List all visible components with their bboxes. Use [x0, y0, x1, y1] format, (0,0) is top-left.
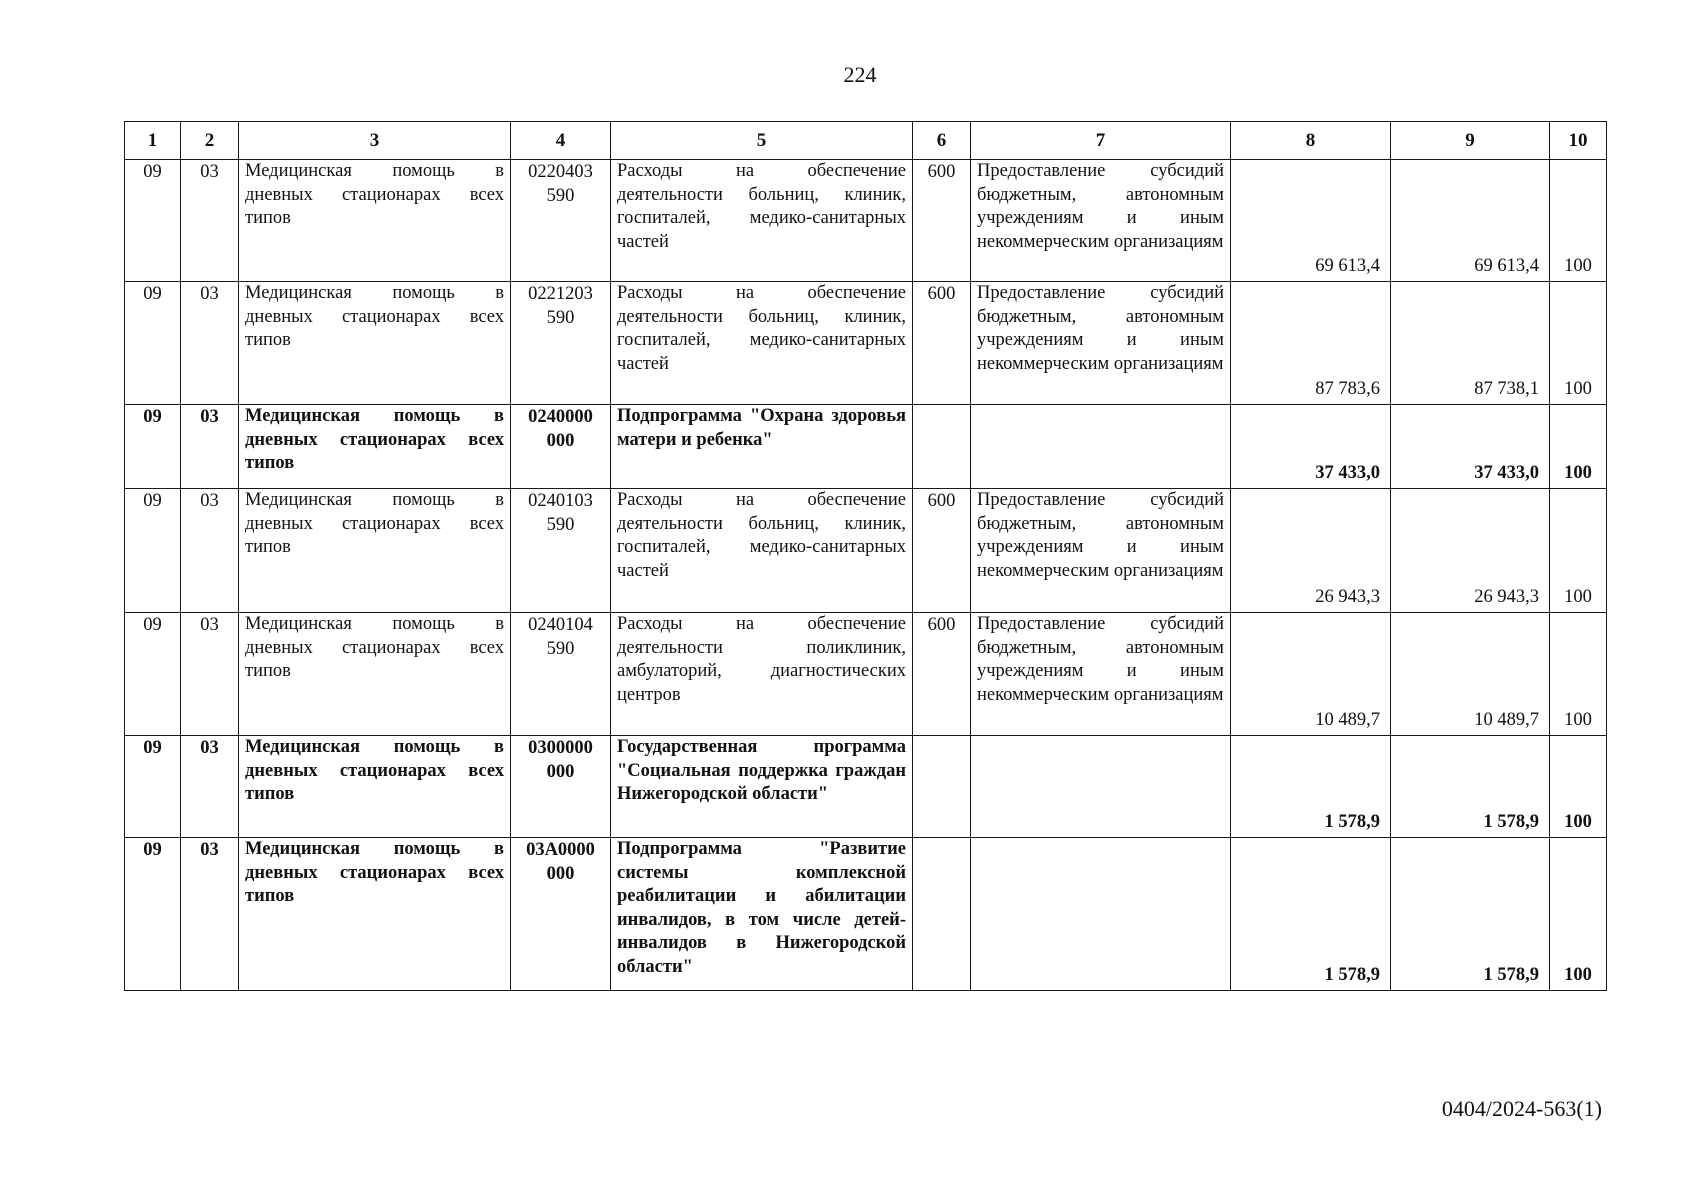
cell-section: 09: [125, 282, 181, 405]
cell-section: 09: [125, 160, 181, 282]
cell-expense-type: [913, 405, 971, 489]
code-part: 0240000: [528, 407, 593, 427]
cell-name: Медицинская помощь в дневных стационарах всех типов: [239, 613, 511, 736]
cell-target-code: [511, 838, 611, 991]
cell-section: 09: [125, 489, 181, 613]
header-row: [125, 122, 1607, 160]
cell-expense-name: [971, 838, 1231, 991]
cell-percent: 100: [1550, 736, 1607, 838]
cell-section: 09: [125, 405, 181, 489]
cell-expense-type: 600: [913, 613, 971, 736]
cell-name: Медицинская помощь в дневных стационарах всех типов: [239, 838, 511, 991]
cell-description: Расходы на обеспечение деятельности поликлиник, амбулаторий, диагностических центров: [611, 613, 913, 736]
code-part: 000: [546, 430, 575, 451]
code-part: 03А0000: [526, 840, 595, 860]
cell-description: Расходы на обеспечение деятельности больниц, клиник, госпиталей, медико-санитарных частей: [611, 160, 913, 282]
cell-name: Медицинская помощь в дневных стационарах всех типов: [239, 405, 511, 489]
cell-name: Медицинская помощь в дневных стационарах всех типов: [239, 282, 511, 405]
cell-amount-executed: 87 738,1: [1391, 282, 1550, 405]
table-row: [125, 736, 1607, 838]
cell-amount-planned: 10 489,7: [1231, 613, 1391, 736]
cell-name: Медицинская помощь в дневных стационарах всех типов: [239, 489, 511, 613]
cell-expense-name: Предоставление субсидий бюджетным, автономным учреждениям и иным некоммерческим организациям: [971, 160, 1231, 282]
cell-amount-executed: 1 578,9: [1391, 736, 1550, 838]
cell-description: Подпрограмма "Охрана здоровья матери и ребенка": [611, 405, 913, 489]
header-col-2: 2: [181, 122, 239, 160]
cell-expense-name: [971, 736, 1231, 838]
table-row: [125, 405, 1607, 489]
cell-subsection: 03: [181, 613, 239, 736]
cell-amount-planned: 87 783,6: [1231, 282, 1391, 405]
header-col-10: 10: [1550, 122, 1607, 160]
cell-target-code: [511, 613, 611, 736]
cell-description: Расходы на обеспечение деятельности больниц, клиник, госпиталей, медико-санитарных частей: [611, 489, 913, 613]
cell-amount-executed: 37 433,0: [1391, 405, 1550, 489]
header-col-9: 9: [1391, 122, 1550, 160]
table-row: [125, 282, 1607, 405]
table-row: [125, 160, 1607, 282]
cell-expense-type: [913, 838, 971, 991]
cell-target-code: [511, 282, 611, 405]
cell-amount-planned: 69 613,4: [1231, 160, 1391, 282]
cell-expense-name: Предоставление субсидий бюджетным, автономным учреждениям и иным некоммерческим организациям: [971, 282, 1231, 405]
cell-target-code: [511, 160, 611, 282]
cell-expense-name: Предоставление субсидий бюджетным, автономным учреждениям и иным некоммерческим организациям: [971, 489, 1231, 613]
cell-description: Подпрограмма "Развитие системы комплексной реабилитации и абилитации инвалидов, в том числе детей-инвалидов в Нижегородской области": [611, 838, 913, 991]
cell-expense-type: 600: [913, 282, 971, 405]
cell-subsection: 03: [181, 838, 239, 991]
header-col-1: 1: [125, 122, 181, 160]
code-part: 0240103: [528, 491, 593, 511]
cell-percent: 100: [1550, 405, 1607, 489]
code-part: 0220403: [528, 162, 593, 182]
cell-percent: 100: [1550, 838, 1607, 991]
cell-target-code: [511, 736, 611, 838]
cell-expense-name: Предоставление субсидий бюджетным, автономным учреждениям и иным некоммерческим организациям: [971, 613, 1231, 736]
cell-name: Медицинская помощь в дневных стационарах всех типов: [239, 160, 511, 282]
document-code: 0404/2024-563(1): [1441, 1096, 1602, 1121]
table-row: [125, 489, 1607, 613]
cell-name: Медицинская помощь в дневных стационарах всех типов: [239, 736, 511, 838]
header-col-8: 8: [1231, 122, 1391, 160]
cell-amount-planned: 1 578,9: [1231, 838, 1391, 991]
budget-table: [124, 121, 1607, 991]
cell-percent: 100: [1550, 613, 1607, 736]
header-col-4: 4: [511, 122, 611, 160]
code-part: 590: [546, 514, 575, 535]
cell-expense-type: [913, 736, 971, 838]
cell-amount-planned: 1 578,9: [1231, 736, 1391, 838]
cell-target-code: [511, 489, 611, 613]
header-col-7: 7: [971, 122, 1231, 160]
cell-subsection: 03: [181, 405, 239, 489]
cell-subsection: 03: [181, 736, 239, 838]
page-number: 224: [843, 62, 877, 87]
cell-percent: 100: [1550, 160, 1607, 282]
cell-subsection: 03: [181, 160, 239, 282]
header-col-3: 3: [239, 122, 511, 160]
cell-amount-executed: 26 943,3: [1391, 489, 1550, 613]
cell-amount-executed: 69 613,4: [1391, 160, 1550, 282]
code-part: 590: [546, 307, 575, 328]
cell-expense-name: [971, 405, 1231, 489]
cell-target-code: [511, 405, 611, 489]
cell-expense-type: 600: [913, 489, 971, 613]
code-part: 000: [546, 761, 575, 782]
code-part: 0240104: [528, 615, 593, 635]
cell-percent: 100: [1550, 282, 1607, 405]
code-part: 0300000: [528, 738, 593, 758]
cell-subsection: 03: [181, 282, 239, 405]
table-row: [125, 613, 1607, 736]
cell-description: Государственная программа "Социальная поддержка граждан Нижегородской области": [611, 736, 913, 838]
cell-expense-type: 600: [913, 160, 971, 282]
header-col-5: 5: [611, 122, 913, 160]
cell-section: 09: [125, 613, 181, 736]
code-part: 590: [546, 638, 575, 659]
cell-section: 09: [125, 736, 181, 838]
cell-amount-executed: 1 578,9: [1391, 838, 1550, 991]
cell-amount-planned: 37 433,0: [1231, 405, 1391, 489]
header-col-6: 6: [913, 122, 971, 160]
table-row: [125, 838, 1607, 991]
cell-section: 09: [125, 838, 181, 991]
cell-amount-planned: 26 943,3: [1231, 489, 1391, 613]
cell-subsection: 03: [181, 489, 239, 613]
code-part: 0221203: [528, 284, 593, 304]
cell-amount-executed: 10 489,7: [1391, 613, 1550, 736]
code-part: 000: [546, 863, 575, 884]
code-part: 590: [546, 185, 575, 206]
cell-description: Расходы на обеспечение деятельности больниц, клиник, госпиталей, медико-санитарных частей: [611, 282, 913, 405]
cell-percent: 100: [1550, 489, 1607, 613]
